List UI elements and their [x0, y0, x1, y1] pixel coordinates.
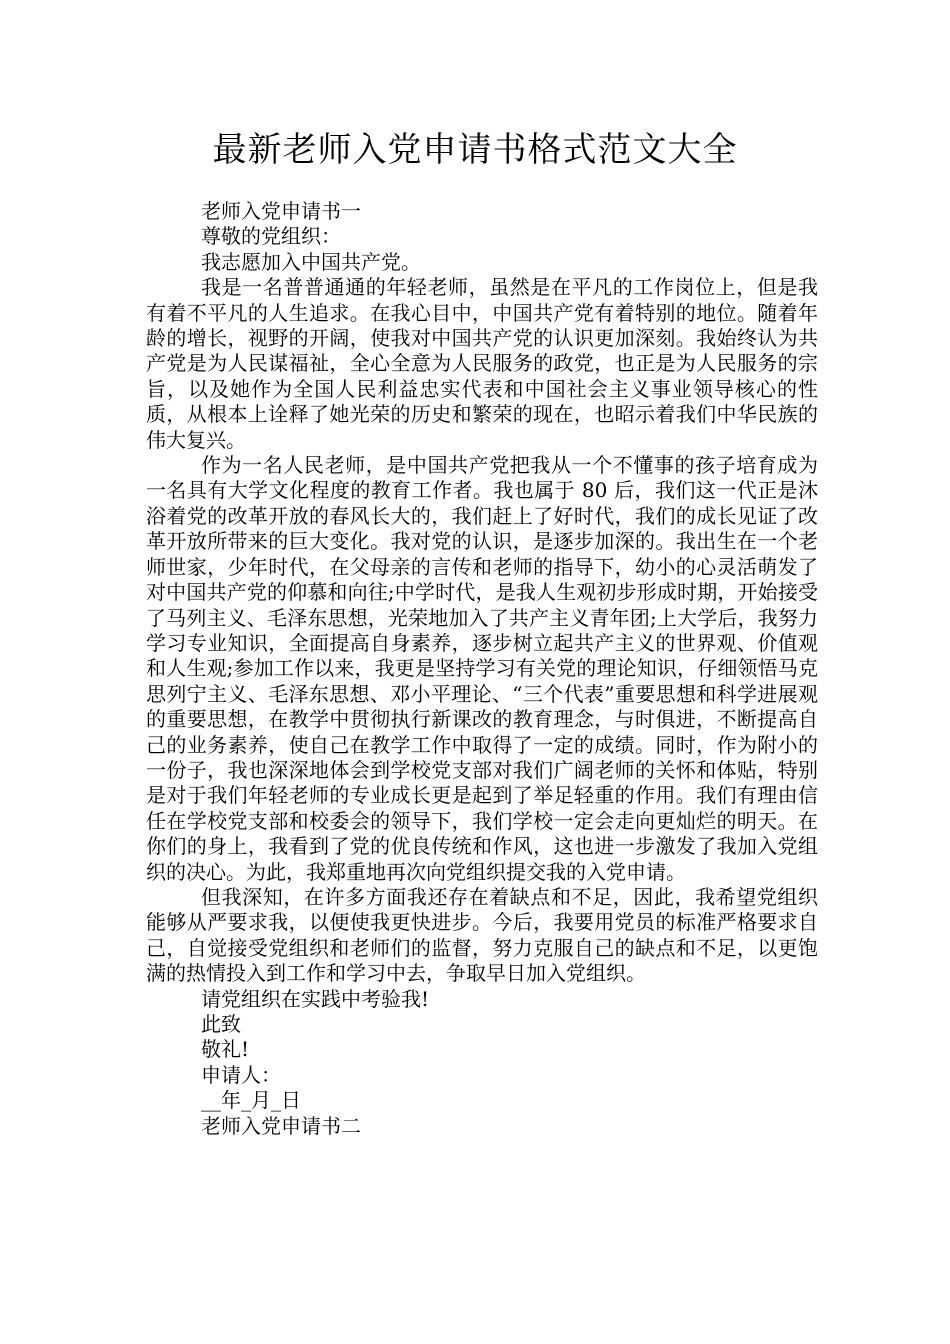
applicant-line: 申请人： — [201, 1062, 281, 1087]
date-line: __年_月_日 — [201, 1088, 301, 1113]
intro-line: 我志愿加入中国共产党。 — [201, 249, 421, 274]
paragraph-3: 但我深知，在许多方面我还存在着缺点和不足，因此，我希望党组织能够从严要求我，以便使我更快进步。今后，我要用党员的标准严格要求自己，自觉接受党组织和老师们的监督，努力克服自己的缺点和不足，以更饱满的热情投入到工作和学习中去，争取早日加入党组织。 — [146, 884, 818, 986]
paragraph-2: 作为一名人民老师，是中国共产党把我从一个不懂事的孩子培育成为一名具有大学文化程度的教育工作者。我也属于 80 后，我们这一代正是沐浴着党的改革开放的春风长大的，我们赶上了好时代，我们的成长见证了改革开放所带来的巨大变化。我对党的认识，是逐步加深的。我出生在一个老师世家，少年时代，在父母亲的言传和老师的指导下，幼小的心灵活萌发了对中国共产党的仰慕和向往;中学时代，是我人生观初步形成时期，开始接受了马列主义、毛泽东思想，光荣地加入了共产主义青年团;上大学后，我努力学习专业知识，全面提高自身素养，逐步树立起共产主义的世界观、价值观和人生观;参加工作以来，我更是坚持学习有关党的理论知识，仔细领悟马克思列宁主义、毛泽东思想、邓小平理论、“三个代表”重要思想和科学进展观的重要思想，在教学中贯彻执行新课改的教育理念，与时俱进，不断提高自己的业务素养，使自己在教学工作中取得了一定的成绩。同时，作为附小的一份子，我也深深地体会到学校党支部对我们广阔老师的关怀和体贴，特别是对于我们年轻老师的专业成长更是起到了举足轻重的作用。我们有理由信任在学校党支部和校委会的领导下，我们学校一定会走向更灿烂的明天。在你们的身上，我看到了党的优良传统和作风，这也进一步激发了我加入党组织的决心。为此，我郑重地再次向党组织提交我的入党申请。 — [146, 453, 818, 884]
closing-zhizhi: 此致 — [201, 1012, 241, 1036]
paragraph-1: 我是一名普普通通的年轻老师，虽然是在平凡的工作岗位上，但是我有着不平凡的人生追求。在我心目中，中国共产党有着特别的地位。随着年龄的增长，视野的开阔，使我对中国共产党的认识更加深刻。我始终认为共产党是为人民谋福祉，全心全意为人民服务的政党，也正是为人民服务的宗旨，以及她作为全国人民利益忠实代表和中国社会主义事业领导核心的性质，从根本上诠释了她光荣的历史和繁荣的现在，也昭示着我们中华民族的伟大复兴。 — [146, 275, 818, 452]
section2-heading: 老师入党申请书二 — [201, 1113, 361, 1138]
document-title: 最新老师入党申请书格式范文大全 — [212, 130, 738, 170]
closing-request: 请党组织在实践中考验我! — [201, 986, 430, 1011]
salutation: 尊敬的党组织： — [201, 224, 341, 249]
document-body — [146, 199, 818, 1139]
section1-heading: 老师入党申请书一 — [201, 199, 361, 223]
closing-jingli: 敬礼! — [201, 1037, 250, 1062]
